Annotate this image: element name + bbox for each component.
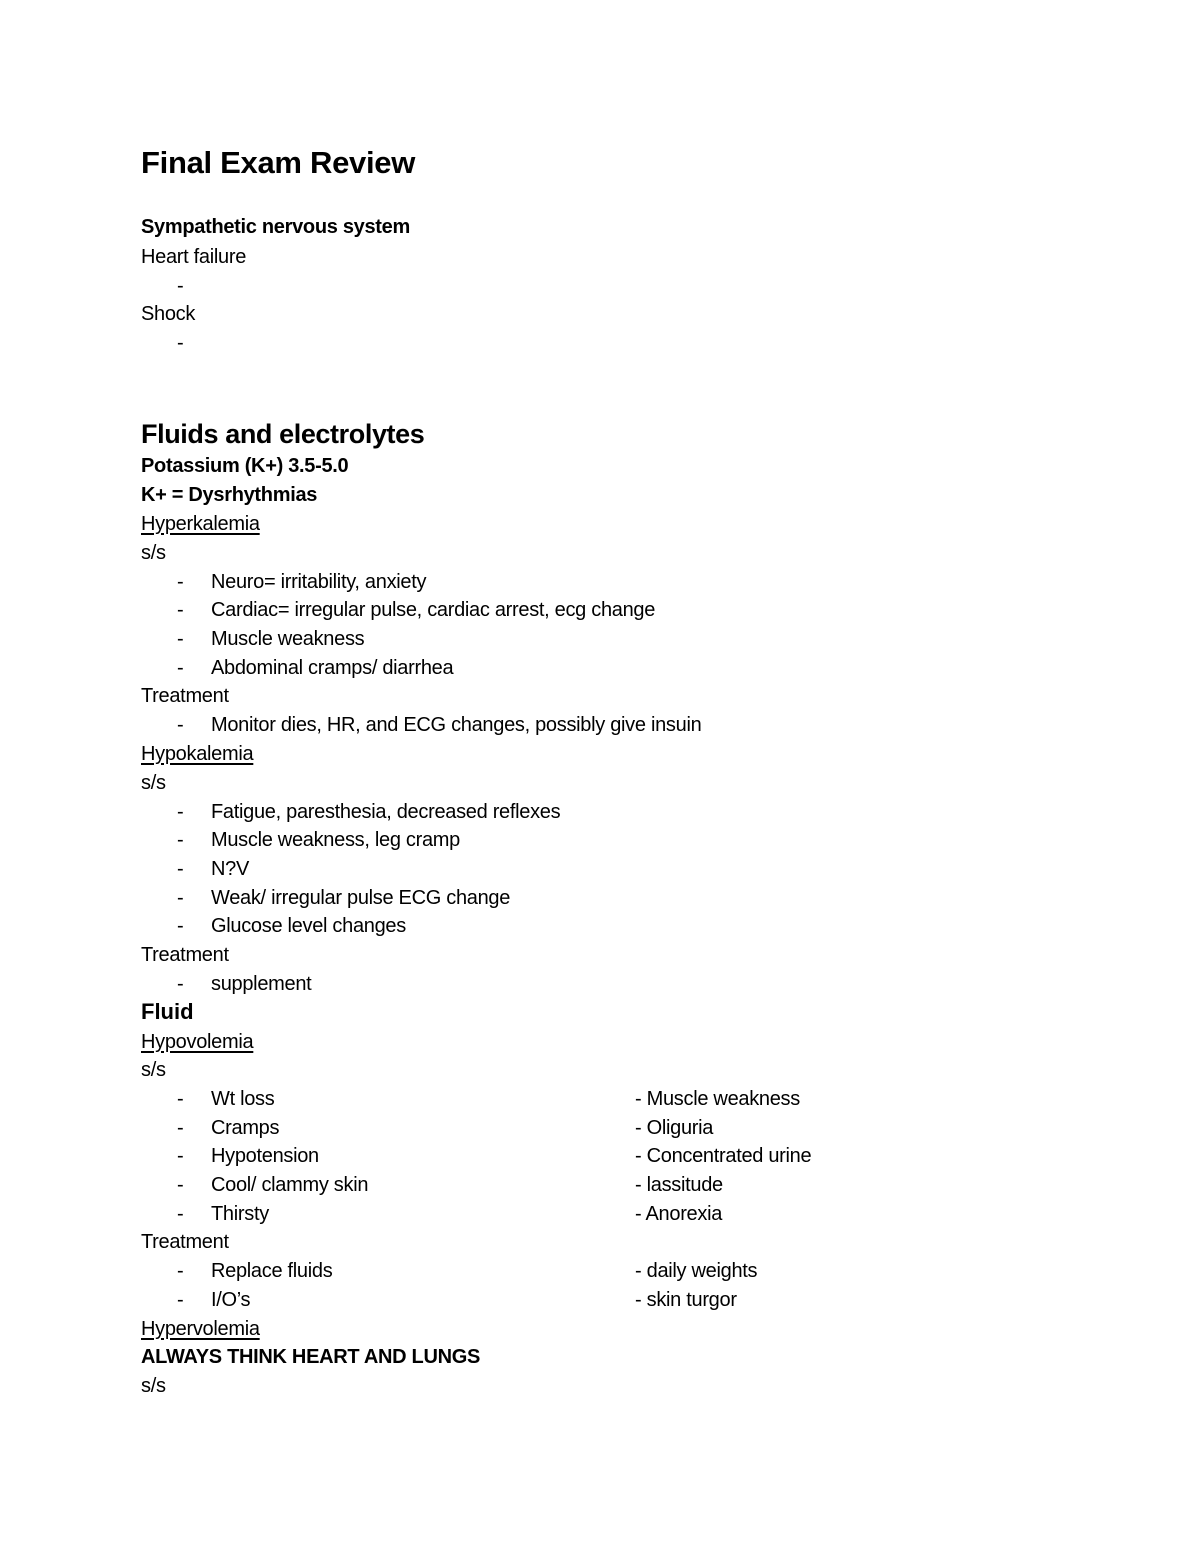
list-item: Muscle weakness, leg cramp xyxy=(211,829,460,851)
list-item: Glucose level changes xyxy=(211,915,406,937)
fluid-heading: Fluid xyxy=(141,999,194,1024)
page-title: Final Exam Review xyxy=(141,145,416,180)
list-item: Neuro= irritability, anxiety xyxy=(211,571,427,593)
list-item: supplement xyxy=(211,973,312,995)
list-item: Muscle weakness xyxy=(211,628,365,650)
hypokalemia-heading: Hypokalemia xyxy=(141,743,254,765)
bullet-dash: - xyxy=(177,1088,184,1110)
bullet-dash: - xyxy=(177,1174,184,1196)
shock-label: Shock xyxy=(141,303,196,325)
bullet-dash: - xyxy=(177,887,184,909)
list-item: - daily weights xyxy=(635,1260,758,1282)
bullet-dash: - xyxy=(177,657,184,679)
hyperkalemia-ss-label: s/s xyxy=(141,542,166,564)
hyperkalemia-treatment-label: Treatment xyxy=(141,685,229,707)
hypokalemia-treatment-label: Treatment xyxy=(141,944,229,966)
always-think-note: ALWAYS THINK HEART AND LUNGS xyxy=(141,1346,481,1368)
list-item: Cramps xyxy=(211,1117,280,1139)
hyperkalemia-heading: Hyperkalemia xyxy=(141,513,260,535)
bullet-dash: - xyxy=(177,829,184,851)
hypovolemia-heading: Hypovolemia xyxy=(141,1031,254,1053)
bullet-dash: - xyxy=(177,571,184,593)
list-item: Abdominal cramps/ diarrhea xyxy=(211,657,454,679)
list-item: Thirsty xyxy=(211,1203,269,1225)
section-heading-sympathetic: Sympathetic nervous system xyxy=(141,216,410,238)
list-item: Fatigue, paresthesia, decreased reflexes xyxy=(211,801,561,823)
list-item: Monitor dies, HR, and ECG changes, possibly give insuin xyxy=(211,714,702,736)
bullet-dash: - xyxy=(177,801,184,823)
bullet-dash: - xyxy=(177,714,184,736)
bullet-dash: - xyxy=(177,628,184,650)
hypovolemia-ss-label: s/s xyxy=(141,1059,166,1081)
list-item: - Oliguria xyxy=(635,1117,714,1139)
bullet-dash: - xyxy=(177,599,184,621)
list-item: - Muscle weakness xyxy=(635,1088,800,1110)
list-item: Cardiac= irregular pulse, cardiac arrest, ecg change xyxy=(211,599,656,621)
potassium-range: Potassium (K+) 3.5-5.0 xyxy=(141,455,349,477)
list-item: - skin turgor xyxy=(635,1289,737,1311)
hypovolemia-treatment-label: Treatment xyxy=(141,1231,229,1253)
hypervolemia-heading: Hypervolemia xyxy=(141,1318,260,1340)
bullet-dash: - xyxy=(177,1117,184,1139)
list-item: - lassitude xyxy=(635,1174,723,1196)
list-item: - Concentrated urine xyxy=(635,1145,812,1167)
heart-failure-bullet: - xyxy=(177,275,184,297)
hypervolemia-ss-label: s/s xyxy=(141,1375,166,1397)
bullet-dash: - xyxy=(177,1203,184,1225)
bullet-dash: - xyxy=(177,1289,184,1311)
shock-bullet: - xyxy=(177,332,184,354)
k-dysrhythmias: K+ = Dysrhythmias xyxy=(141,484,318,506)
bullet-dash: - xyxy=(177,1260,184,1282)
list-item: I/O’s xyxy=(211,1289,251,1311)
list-item: Replace fluids xyxy=(211,1260,333,1282)
bullet-dash: - xyxy=(177,973,184,995)
section-heading-fluids: Fluids and electrolytes xyxy=(141,419,425,449)
list-item: N?V xyxy=(211,858,250,880)
bullet-dash: - xyxy=(177,915,184,937)
bullet-dash: - xyxy=(177,1145,184,1167)
list-item: Weak/ irregular pulse ECG change xyxy=(211,887,511,909)
bullet-dash: - xyxy=(177,858,184,880)
list-item: Cool/ clammy skin xyxy=(211,1174,369,1196)
list-item: Hypotension xyxy=(211,1145,319,1167)
heart-failure-label: Heart failure xyxy=(141,246,247,268)
hypokalemia-ss-label: s/s xyxy=(141,772,166,794)
list-item: - Anorexia xyxy=(635,1203,723,1225)
list-item: Wt loss xyxy=(211,1088,275,1110)
